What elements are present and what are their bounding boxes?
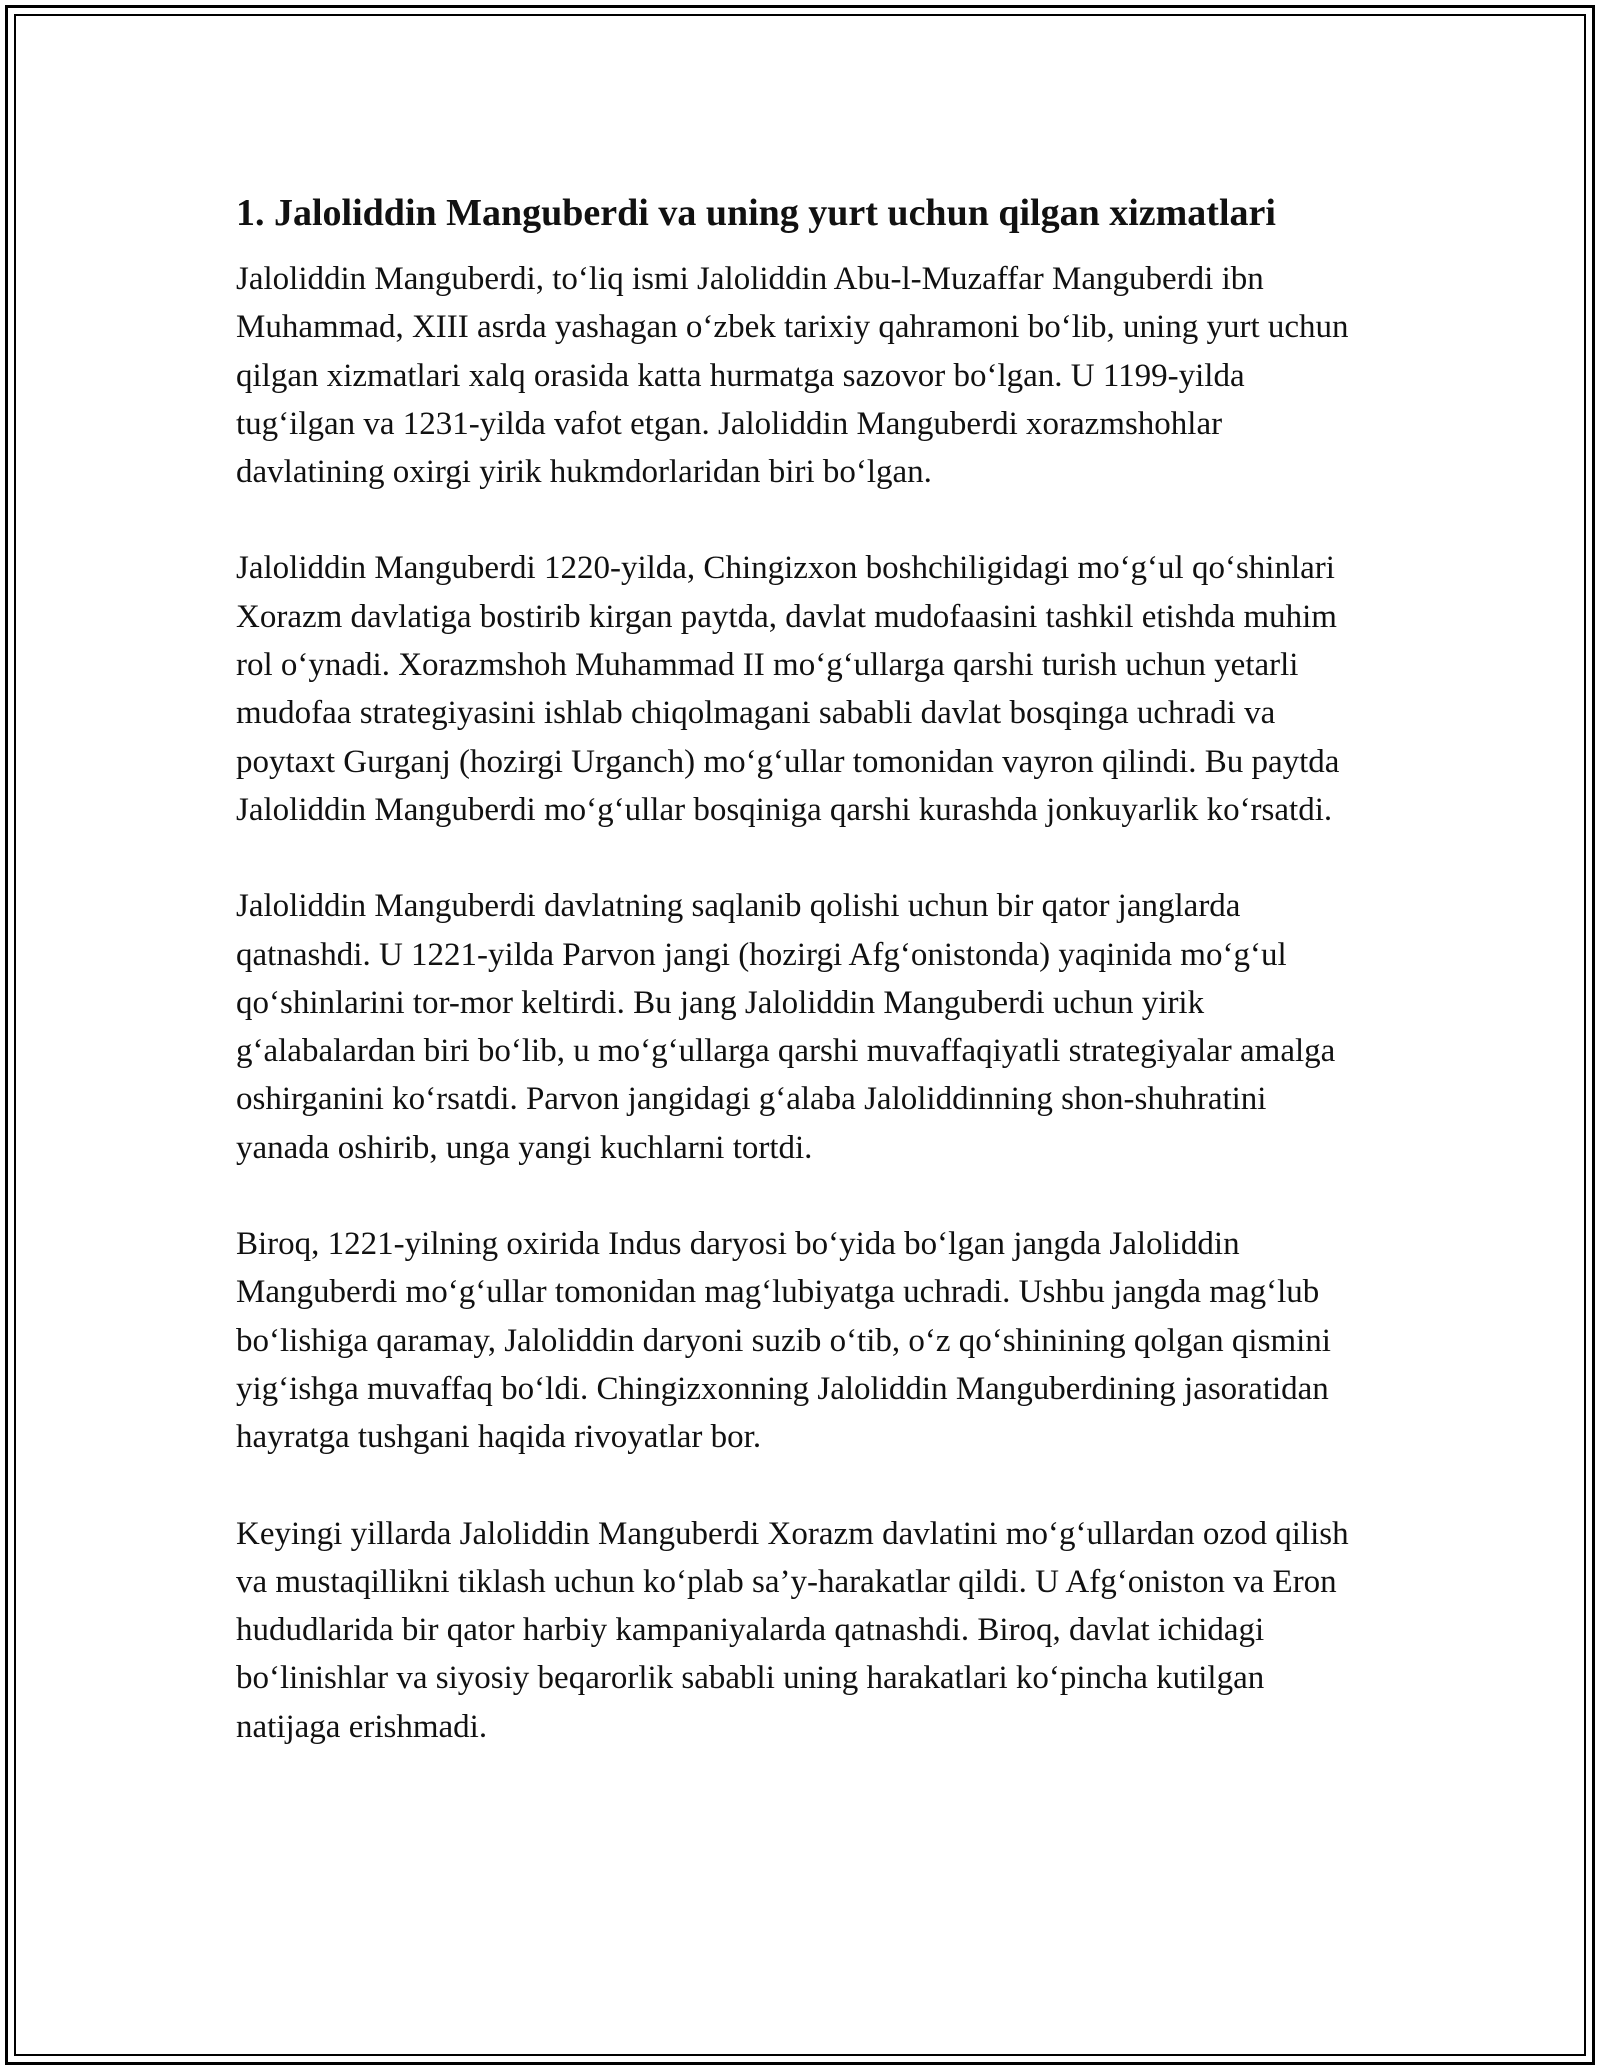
paragraph-2: Jaloliddin Manguberdi 1220-yilda, Chingizxon boshchiligidagi mo‘g‘ul qo‘shinlari Xorazm davlatiga bostirib kirgan paytda, davlat mudofaasini tashkil etishda muhim rol o‘ynadi. Xorazmshoh Muhammad II mo‘g‘ullarga qarshi turish uchun yetarli mudofaa strategiyasini ishlab chiqolmagani sababli davlat bosqinga uchradi va poytaxt Gurganj (hozirgi Urganch) mo‘g‘ullar tomonidan vayron qilindi. Bu paytda Jaloliddin Manguberdi mo‘g‘ullar bosqiniga qarshi kurashda jonkuyarlik ko‘rsatdi.: [236, 550, 1340, 828]
paragraph-4: Biroq, 1221-yilning oxirida Indus daryosi bo‘yida bo‘lgan jangda Jaloliddin Manguberdi mo‘g‘ullar tomonidan mag‘lubiyatga uchradi. Ushbu jangda mag‘lub bo‘lishiga qaramay, Jaloliddin daryoni suzib o‘tib, o‘z qo‘shinining qolgan qismini yig‘ishga muvaffaq bo‘ldi. Chingizxonning Jaloliddin Manguberdining jasoratidan hayratga tushgani haqida rivoyatlar bor.: [236, 1226, 1331, 1456]
paragraph-5: Keyingi yillarda Jaloliddin Manguberdi Xorazm davlatini mo‘g‘ullardan ozod qilish va mustaqillikni tiklash uchun ko‘plab sa’y-harakatlar qildi. U Afg‘oniston va Eron hududlarida bir qator harbiy kampaniyalarda qatnashdi. Biroq, davlat ichidagi bo‘linishlar va siyosiy beqarorlik sababli uning harakatlari ko‘pincha kutilgan natijaga erishmadi.: [236, 1515, 1349, 1745]
section-heading: 1. Jaloliddin Manguberdi va uning yurt uchun qilgan xizmatlari: [236, 192, 1276, 234]
paragraph-1: Jaloliddin Manguberdi, to‘liq ismi Jaloliddin Abu-l-Muzaffar Manguberdi ibn Muhammad, XIII asrda yashagan o‘zbek tarixiy qahramoni bo‘lib, uning yurt uchun qilgan xizmatlari xalq orasida katta hurmatga sazovor bo‘lgan. U 1199-yilda tug‘ilgan va 1231-yilda vafot etgan. Jaloliddin Manguberdi xorazmshohlar davlatining oxirgi yirik hukmdorlaridan biri bo‘lgan.: [236, 261, 1349, 491]
document-body: [236, 186, 1368, 1751]
paragraph-3: Jaloliddin Manguberdi davlatning saqlanib qolishi uchun bir qator janglarda qatnashdi. U 1221-yilda Parvon jangi (hozirgi Afg‘onistonda) yaqinida mo‘g‘ul qo‘shinlarini tor-mor keltirdi. Bu jang Jaloliddin Manguberdi uchun yirik g‘alabalardan biri bo‘lib, u mo‘g‘ullarga qarshi muvaffaqiyatli strategiyalar amalga oshirganini ko‘rsatdi. Parvon jangidagi g‘alaba Jaloliddinning shon-shuhratini yanada oshirib, unga yangi kuchlarni tortdi.: [236, 888, 1336, 1166]
